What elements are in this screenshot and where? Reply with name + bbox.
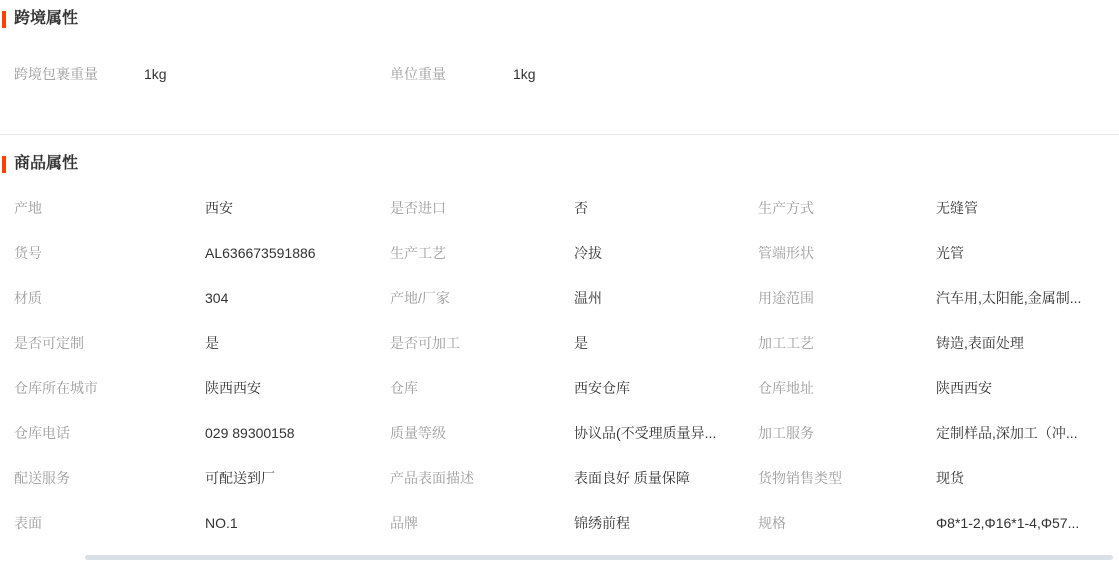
attribute-value: AL636673591886 <box>205 244 316 261</box>
attribute-row <box>0 320 1119 365</box>
attribute-row <box>0 185 1119 230</box>
attribute-label: 质量等级 <box>390 424 446 441</box>
accent-bar-icon <box>2 11 6 28</box>
attribute-value: 304 <box>205 289 229 306</box>
attribute-value: 西安仓库 <box>574 379 630 396</box>
attribute-label: 生产方式 <box>758 199 814 216</box>
attribute-label: 跨境包裹重量 <box>14 66 98 82</box>
attribute-row <box>0 500 1119 545</box>
cross-border-section-header <box>2 10 78 28</box>
attribute-row <box>0 230 1119 275</box>
attribute-label: 材质 <box>14 289 42 306</box>
attribute-value: Φ8*1-2,Φ16*1-4,Φ57... <box>936 514 1080 531</box>
attribute-value: 可配送到厂 <box>205 469 275 486</box>
horizontal-scrollbar[interactable] <box>85 555 1113 560</box>
product-section-header <box>2 155 78 173</box>
section-divider <box>0 134 1119 135</box>
attribute-label: 仓库地址 <box>758 379 814 396</box>
attribute-value: 陕西西安 <box>936 379 992 396</box>
attribute-value: 锦绣前程 <box>574 514 630 531</box>
attribute-value: 1kg <box>513 66 536 82</box>
attribute-label: 加工服务 <box>758 424 814 441</box>
attribute-label: 是否可定制 <box>14 334 84 351</box>
attribute-value: NO.1 <box>205 514 238 531</box>
attribute-value: 铸造,表面处理 <box>936 334 1024 351</box>
attribute-value: 1kg <box>144 66 167 82</box>
cross-border-section-title: 跨境属性 <box>14 10 79 27</box>
attribute-row <box>0 410 1119 455</box>
attribute-value: 029 89300158 <box>205 424 295 441</box>
attribute-label: 品牌 <box>390 514 418 531</box>
attribute-value: 汽车用,太阳能,金属制... <box>936 289 1082 306</box>
attribute-label: 生产工艺 <box>390 244 446 261</box>
attribute-label: 加工工艺 <box>758 334 814 351</box>
attribute-label: 仓库 <box>390 379 418 396</box>
attribute-value: 否 <box>574 199 588 216</box>
product-section-title: 商品属性 <box>14 155 79 172</box>
attribute-row <box>0 275 1119 320</box>
attribute-label: 仓库电话 <box>14 424 70 441</box>
attribute-value: 协议品(不受理质量异... <box>574 424 717 441</box>
attribute-label: 管端形状 <box>758 244 814 261</box>
product-attributes-table <box>0 185 1119 545</box>
attribute-label: 货号 <box>14 244 42 261</box>
attribute-label: 仓库所在城市 <box>14 379 98 396</box>
attribute-label: 规格 <box>758 514 786 531</box>
attribute-label: 产地/厂家 <box>390 289 450 306</box>
cross-border-attributes-row <box>0 64 1119 84</box>
attribute-value: 是 <box>574 334 588 351</box>
attribute-value: 西安 <box>205 199 233 216</box>
attribute-value: 光管 <box>936 244 964 261</box>
attribute-label: 产地 <box>14 199 42 216</box>
attribute-label: 是否可加工 <box>390 334 460 351</box>
attribute-label: 用途范围 <box>758 289 814 306</box>
attribute-value: 温州 <box>574 289 602 306</box>
attribute-value: 现货 <box>936 469 964 486</box>
attribute-value: 冷拔 <box>574 244 602 261</box>
attribute-row <box>0 455 1119 500</box>
attribute-label: 配送服务 <box>14 469 70 486</box>
accent-bar-icon <box>2 156 6 173</box>
attribute-value: 无缝管 <box>936 199 978 216</box>
attribute-label: 单位重量 <box>390 66 446 82</box>
attribute-label: 是否进口 <box>390 199 446 216</box>
attribute-value: 陕西西安 <box>205 379 261 396</box>
attribute-label: 产品表面描述 <box>390 469 474 486</box>
attribute-label: 表面 <box>14 514 42 531</box>
attribute-row <box>0 365 1119 410</box>
attribute-value: 是 <box>205 334 219 351</box>
attribute-value: 表面良好 质量保障 <box>574 469 690 486</box>
attribute-label: 货物销售类型 <box>758 469 842 486</box>
attribute-value: 定制样品,深加工（冲... <box>936 424 1078 441</box>
